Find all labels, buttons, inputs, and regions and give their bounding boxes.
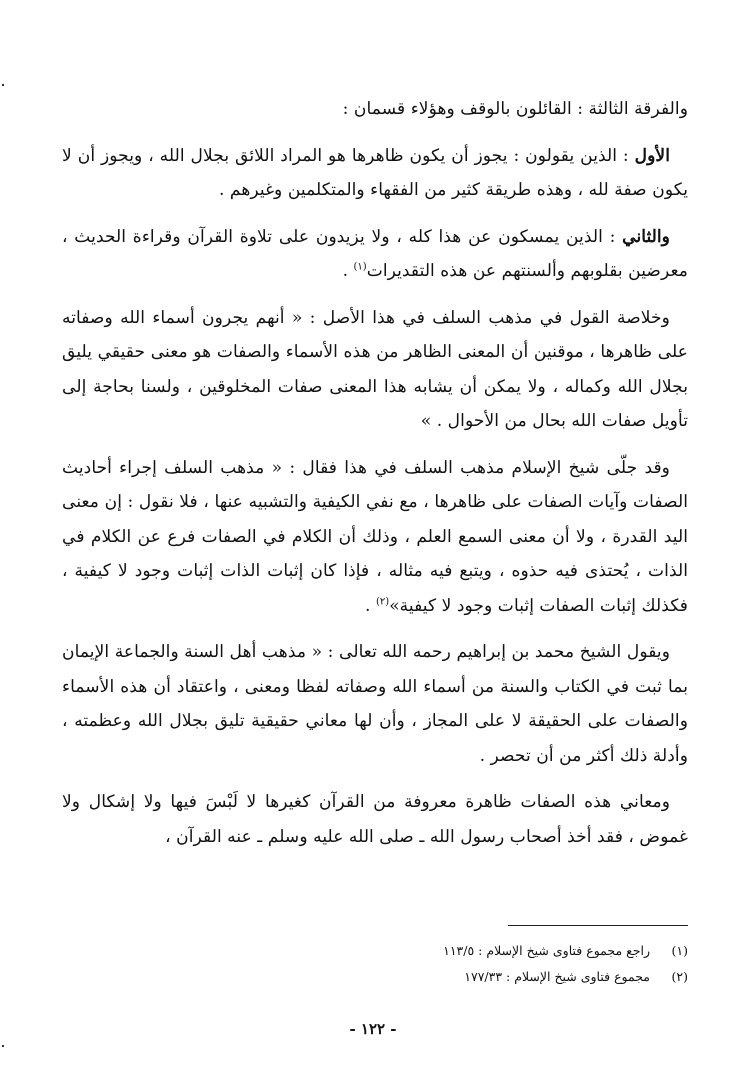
footnote-ref: (٢) [375, 595, 390, 607]
footnote-number: (١) [671, 943, 688, 958]
paragraph [62, 451, 688, 624]
body-text [62, 92, 688, 866]
scan-mark [2, 84, 4, 86]
paragraph [62, 139, 688, 208]
paragraph: ومعاني هذه الصفات ظاهرة معروفة من القرآن كغيرها لا لَبْسَ فيها ولا إشكال ولا غموض ، فقد أخذ أصحاب رسول الله ـ صلى الله عليه وسلم ـ عنه القرآن ، [62, 792, 688, 847]
paragraph-end: . [365, 595, 376, 616]
paragraph-text: : الذين يمسكون عن هذا كله ، ولا يزيدون على تلاوة القرآن وقراءة الحديث ، معرضين بقلوبهم وألسنتهم عن هذه التقديرات [62, 226, 688, 281]
footnote [62, 938, 688, 964]
footnote-text: مجموع فتاوى شيخ الإسلام : ١٧٧/٣٣ [464, 969, 650, 984]
paragraph: ويقول الشيخ محمد بن إبراهيم رحمه الله تعالى : « مذهب أهل السنة والجماعة الإيمان بما ثبت في الكتاب والسنة من أسماء الله وصفاته لفظا ومعنى ، واعتقاد أن هذه الأسماء والصفات على الحقيقة لا على المجاز ، وأن لها معاني حقيقية تليق بجلال الله وعظمته ، وأدلة ذلك أكثر من أن تحصر . [62, 642, 688, 766]
paragraph-lead: والثاني [622, 226, 670, 247]
scan-mark [2, 1045, 4, 1047]
footnote-divider [508, 925, 688, 926]
footnote-number: (٢) [671, 969, 688, 984]
paragraph: والفرقة الثالثة : القائلون بالوقف وهؤلاء قسمان : [342, 99, 688, 119]
footnote-text: راجع مجموع فتاوى شيخ الإسلام : ١١٣/٥ [443, 943, 650, 958]
paragraph-end: . [342, 261, 354, 281]
paragraph [62, 220, 688, 289]
paragraph-text: وقد جلّى شيخ الإسلام مذهب السلف في هذا فقال : « مذهب السلف إجراء أحاديث الصفات وآيات الصفات على ظاهرها ، مع نفي الكيفية والتشبيه عنها ، فلا نقول : إن معنى اليد القدرة ، ولا أن معنى السمع العلم ، وذلك أن الكلام في الصفات فرع عن الكلام في الذات ، يُحتذى فيه حذوه ، ويتبع فيه مثاله ، فإذا كان إثبات الذات إثبات وجود لا كيفية ، فكذلك إثبات الصفات إثبات وجود لا كيفية» [62, 457, 688, 616]
footnote [62, 964, 688, 990]
page-number: - ١٢٢ - [349, 1020, 397, 1038]
footnote-ref: (١) [353, 261, 367, 273]
paragraph-lead: الأول [634, 145, 670, 166]
footnotes [62, 938, 688, 990]
paragraph: وخلاصة القول في مذهب السلف في هذا الأصل : « أنهم يجرون أسماء الله وصفاته على ظاهرها ، موقنين أن المعنى الظاهر من هذه الأسماء والصفات هو معنى حقيقي يليق بجلال الله وكماله ، ولا يمكن أن يشابه هذا المعنى صفات المخلوقين ، ولسنا بحاجة إلى تأويل صفات الله بحال من الأحوال . » [62, 307, 688, 431]
paragraph-text: : الذين يقولون : يجوز أن يكون ظاهرها هو المراد اللائق بجلال الله ، ويجوز أن لا يكون صفة لله ، وهذه طريقة كثير من الفقهاء والمتكلمين وغيرهم . [62, 145, 688, 200]
